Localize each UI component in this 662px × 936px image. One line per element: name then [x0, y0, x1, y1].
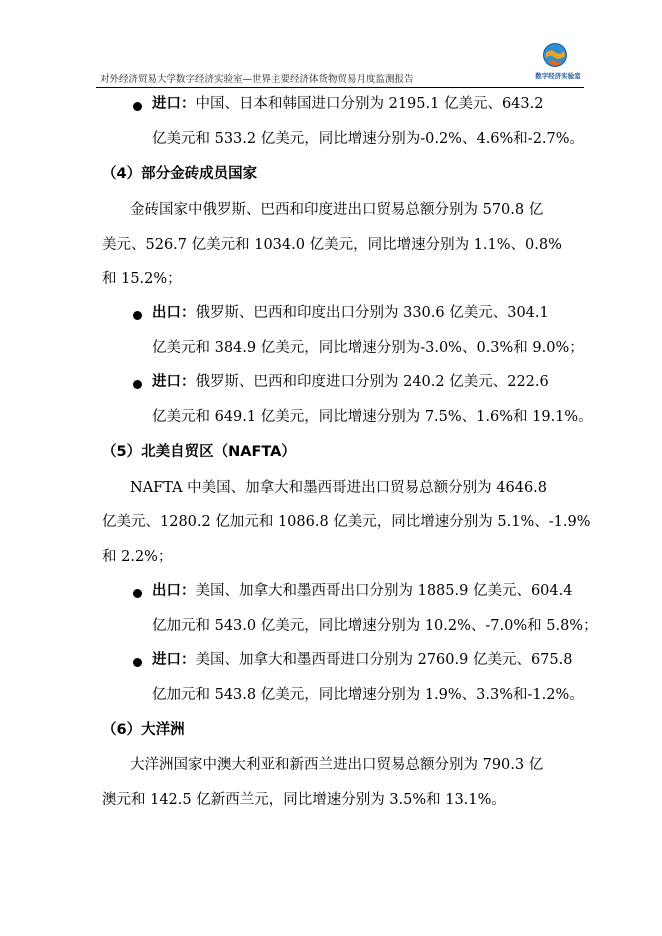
paragraph-line: 美元、526.7 亿美元和 1034.0 亿美元，同比增速分别为 1.1%、0.8%: [102, 237, 562, 253]
import-text-cont: 亿美元和 533.2 亿美元，同比增速分别为-0.2%、4.6%和-2.7%。: [152, 131, 585, 147]
paragraph-line: NAFTA 中美国、加拿大和墨西哥进出口贸易总额分别为 4646.8: [130, 480, 548, 496]
import-label: 进口：: [152, 96, 196, 112]
paragraph-line: 金砖国家中俄罗斯、巴西和印度进出口贸易总额分别为 570.8 亿: [130, 202, 544, 218]
header-title: 对外经济贸易大学数字经济实验室—世界主要经济体货物贸易月度监测报告: [100, 74, 414, 85]
paragraph-line: 亿美元、1280.2 亿加元和 1086.8 亿美元，同比增速分别为 5.1%、-1.9%: [102, 514, 591, 530]
paragraph-line: 和 2.2%；: [102, 549, 173, 565]
globe-logo-icon: [542, 42, 568, 68]
lab-logo: [528, 42, 580, 82]
bullet-line: [152, 303, 549, 323]
bullet-icon: [133, 589, 142, 598]
import-label: 进口：: [152, 652, 196, 668]
page-header: [78, 38, 584, 88]
bullet-icon: [133, 380, 142, 389]
bullet-line: [152, 581, 572, 601]
logo-caption: 数字经济实验室: [535, 72, 581, 80]
bullet-icon: [133, 658, 142, 667]
paragraph-line: 澳元和 142.5 亿新西兰元，同比增速分别为 3.5%和 13.1%。: [102, 792, 506, 808]
import-text: 美国、加拿大和墨西哥进口分别为 2760.9 亿美元、675.8: [195, 652, 573, 668]
bullet-line: [152, 650, 572, 670]
section-heading-brics: （4）部分金砖成员国家: [102, 166, 258, 182]
header-rule: [96, 87, 584, 88]
import-text: 中国、日本和韩国进口分别为 2195.1 亿美元、643.2: [195, 96, 544, 112]
paragraph-line: 大洋洲国家中澳大利亚和新西兰进出口贸易总额分别为 790.3 亿: [130, 757, 544, 773]
paragraph-line: 和 15.2%；: [102, 271, 182, 287]
import-text-cont: 亿美元和 649.1 亿美元，同比增速分别为 7.5%、1.6%和 19.1%。: [152, 409, 593, 425]
export-text: 俄罗斯、巴西和印度出口分别为 330.6 亿美元、304.1: [195, 305, 549, 321]
export-text-cont: 亿加元和 543.0 亿美元，同比增速分别为 10.2%、-7.0%和 5.8%；: [152, 618, 598, 634]
import-text: 俄罗斯、巴西和印度进口分别为 240.2 亿美元、222.6: [195, 374, 549, 390]
export-label: 出口：: [152, 583, 196, 599]
export-text: 美国、加拿大和墨西哥出口分别为 1885.9 亿美元、604.4: [195, 583, 573, 599]
bullet-icon: [133, 311, 142, 320]
bullet-icon: [133, 102, 142, 111]
bullet-line: [152, 372, 549, 392]
import-text-cont: 亿加元和 543.8 亿美元，同比增速分别为 1.9%、3.3%和-1.2%。: [152, 687, 584, 703]
section-heading-nafta: （5）北美自贸区（NAFTA）: [102, 444, 296, 460]
export-text-cont: 亿美元和 384.9 亿美元，同比增速分别为-3.0%、0.3%和 9.0%；: [152, 340, 584, 356]
section-heading-oceania: （6）大洋洲: [102, 722, 185, 738]
export-label: 出口：: [152, 305, 196, 321]
import-label: 进口：: [152, 374, 196, 390]
bullet-line: [152, 94, 543, 114]
